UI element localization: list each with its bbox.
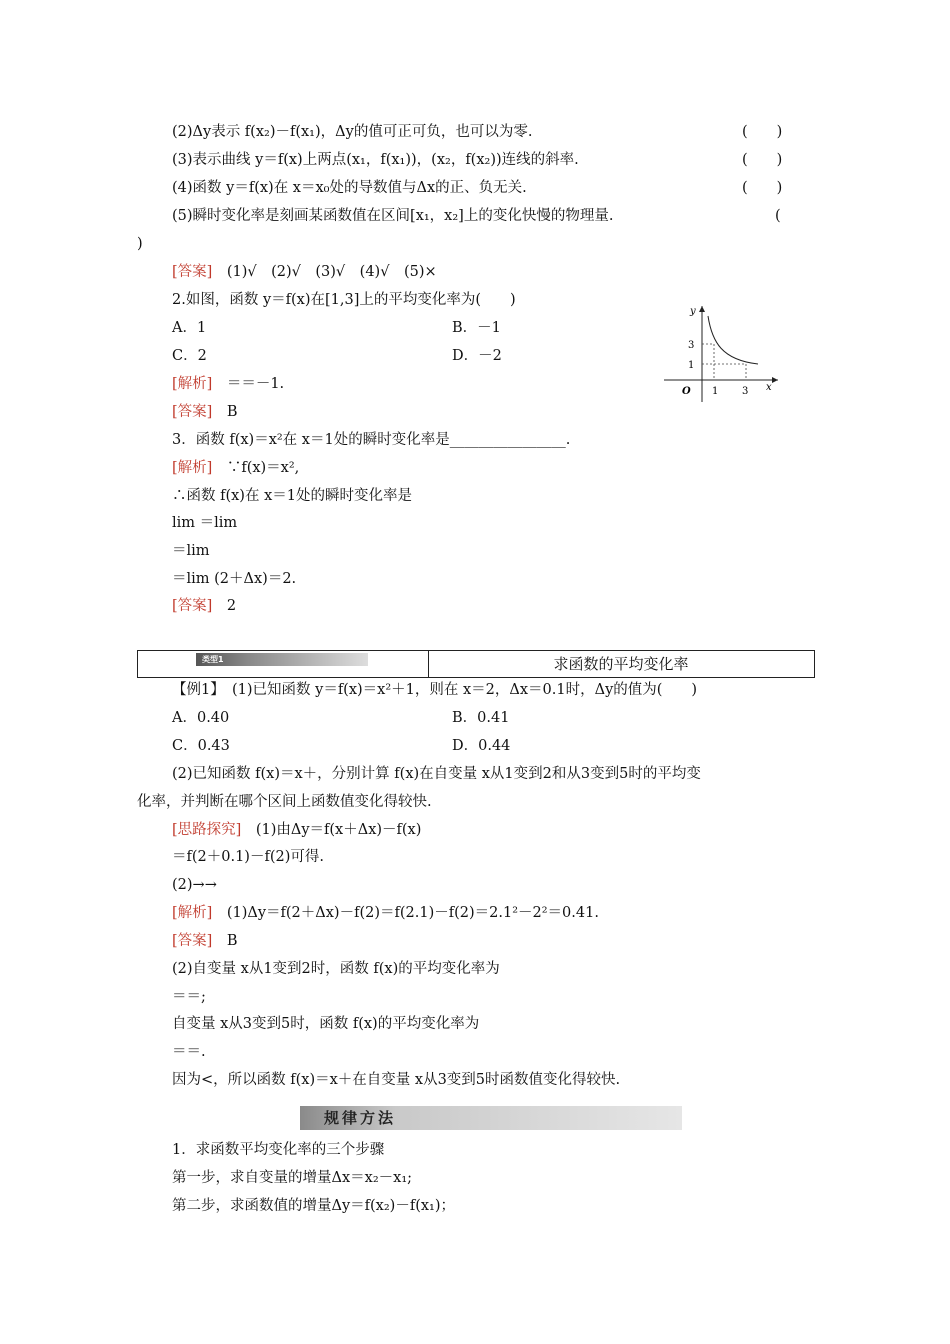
origin-label: O bbox=[682, 386, 691, 397]
rules-line-3: 第二步，求函数值的增量Δy＝f(x₂)－f(x₁)； bbox=[172, 1198, 456, 1214]
answer-blank-5-open: ( bbox=[775, 208, 781, 224]
q3-step-2: lim ＝lim bbox=[172, 515, 238, 531]
think-label: [思路探究] bbox=[172, 822, 242, 838]
ex1-answer bbox=[172, 931, 237, 951]
q3-answer bbox=[172, 596, 236, 616]
answer-text: (1)√ (2)√ (3)√ (4)√ (5)× bbox=[212, 264, 437, 280]
q2-option-b: B．－1 bbox=[452, 320, 501, 336]
ex1-sol-3: 自变量 x从3变到5时，函数 f(x)的平均变化率为 bbox=[172, 1016, 480, 1032]
ex1-stem: 【例1】 (1)已知函数 y＝f(x)＝x²＋1，则在 x＝2，Δx＝0.1时，Δy的值为( ) bbox=[172, 682, 698, 698]
x-tick-3: 3 bbox=[742, 386, 749, 397]
answer-blank-5-close: ) bbox=[137, 236, 143, 252]
y-tick-1: 1 bbox=[688, 360, 695, 371]
statement-3: (3)表示曲线 y＝f(x)上两点(x₁，f(x₁))，(x₂，f(x₂))连线的斜率. bbox=[172, 152, 579, 168]
ex1-option-b: B．0.41 bbox=[452, 710, 510, 726]
ex1-sol-2: ＝＝; bbox=[172, 989, 206, 1005]
ex1-think bbox=[172, 820, 421, 840]
ex1-think-line2: ＝f(2＋0.1)－f(2)可得. bbox=[172, 849, 324, 865]
ex1-think-line3: (2)→→ bbox=[172, 877, 217, 893]
function-graph bbox=[662, 302, 782, 402]
section-title: 求函数的平均变化率 bbox=[553, 655, 689, 673]
think-text: (1)由Δy＝f(x＋Δx)－f(x) bbox=[241, 822, 422, 838]
ex1-part2-line2: 化率，并判断在哪个区间上函数值变化得较快. bbox=[137, 794, 432, 810]
answer-blank-4: ( ) bbox=[742, 180, 783, 196]
rules-line-2: 第一步，求自变量的增量Δx＝x₂－x₁; bbox=[172, 1170, 413, 1186]
analysis-label: [解析] bbox=[172, 376, 213, 392]
analysis-text: ＝＝－1. bbox=[212, 376, 285, 392]
q1-answer bbox=[172, 262, 437, 282]
q3-stem: 3．函数 f(x)＝x²在 x＝1处的瞬时变化率是________________. bbox=[172, 432, 571, 448]
analysis-label: [解析] bbox=[172, 460, 213, 476]
answer-label: [答案] bbox=[172, 598, 213, 614]
q2-option-c: C．2 bbox=[172, 348, 207, 364]
y-tick-3: 3 bbox=[688, 340, 695, 351]
ex1-sol-4: ＝＝. bbox=[172, 1044, 206, 1060]
rules-banner bbox=[300, 1106, 682, 1130]
answer-label: [答案] bbox=[172, 404, 213, 420]
ex1-option-c: C．0.43 bbox=[172, 738, 230, 754]
analysis-text: (1)Δy＝f(2＋Δx)－f(2)＝f(2.1)－f(2)＝2.1²－2²＝0.41. bbox=[212, 905, 599, 921]
statement-5: (5)瞬时变化率是刻画某函数值在区间[x₁，x₂]上的变化快慢的物理量. bbox=[172, 208, 614, 224]
q2-option-d: D．－2 bbox=[452, 348, 502, 364]
ex1-sol-1: (2)自变量 x从1变到2时，函数 f(x)的平均变化率为 bbox=[172, 961, 500, 977]
q2-option-a: A．1 bbox=[172, 320, 207, 336]
rules-banner-title: 规律方法 bbox=[324, 1109, 397, 1127]
section-header-table bbox=[137, 650, 815, 678]
q2-answer bbox=[172, 402, 237, 422]
statement-2: (2)Δy表示 f(x₂)－f(x₁)，Δy的值可正可负，也可以为零. bbox=[172, 124, 533, 140]
y-axis-arrow bbox=[699, 306, 705, 312]
q3-analysis bbox=[172, 458, 299, 478]
answer-label: [答案] bbox=[172, 264, 213, 280]
answer-text: B bbox=[212, 933, 238, 949]
statement-4: (4)函数 y＝f(x)在 x＝x₀处的导数值与Δx的正、负无关. bbox=[172, 180, 527, 196]
ex1-option-d: D．0.44 bbox=[452, 738, 511, 754]
x-axis-arrow bbox=[772, 377, 778, 383]
answer-text: 2 bbox=[212, 598, 237, 614]
analysis-text: ∵f(x)＝x², bbox=[212, 460, 300, 476]
answer-label: [答案] bbox=[172, 933, 213, 949]
q3-step-4: ＝lim (2＋Δx)＝2. bbox=[172, 571, 297, 587]
analysis-label: [解析] bbox=[172, 905, 213, 921]
q3-step-1: ∴函数 f(x)在 x＝1处的瞬时变化率是 bbox=[172, 488, 412, 504]
ex1-option-a: A．0.40 bbox=[172, 710, 230, 726]
q2-analysis bbox=[172, 374, 284, 394]
ex1-sol-5: 因为<，所以函数 f(x)＝x＋在自变量 x从3变到5时函数值变化得较快. bbox=[172, 1072, 621, 1088]
answer-text: B bbox=[212, 404, 238, 420]
answer-blank-2: ( ) bbox=[742, 124, 783, 140]
x-axis-label: x bbox=[766, 382, 772, 393]
ex1-part2-line1: (2)已知函数 f(x)＝x＋，分别计算 f(x)在自变量 x从1变到2和从3变到5时的平均变 bbox=[172, 766, 701, 782]
answer-blank-3: ( ) bbox=[742, 152, 783, 168]
curve bbox=[708, 316, 758, 364]
q2-stem: 2.如图，函数 y＝f(x)在[1,3]上的平均变化率为( ) bbox=[172, 292, 516, 308]
x-tick-1: 1 bbox=[712, 386, 719, 397]
ex1-analysis bbox=[172, 903, 599, 923]
y-axis-label: y bbox=[690, 306, 696, 317]
q3-step-3: ＝lim bbox=[172, 543, 210, 559]
rules-line-1: 1．求函数平均变化率的三个步骤 bbox=[172, 1142, 385, 1158]
type-tag: 类型1 bbox=[196, 653, 368, 666]
